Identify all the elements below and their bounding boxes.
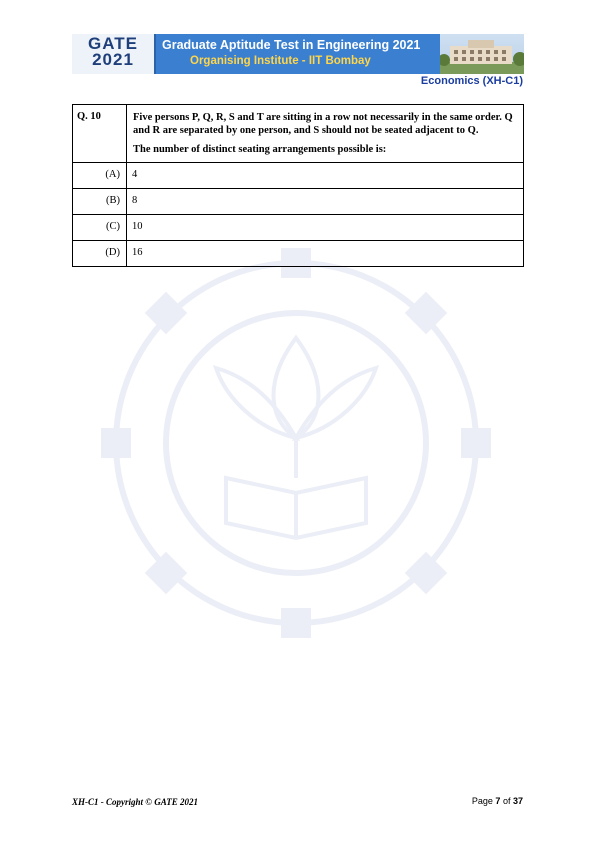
option-row-a [73, 163, 524, 189]
option-label: (B) [73, 189, 127, 215]
footer-page-number [472, 796, 523, 806]
page-total: 37 [512, 796, 523, 806]
option-value: 10 [127, 215, 524, 241]
logo-year-text: 2021 [92, 50, 134, 69]
question-number: Q. 10 [73, 105, 127, 163]
question-body [127, 105, 524, 163]
building-image [440, 34, 524, 74]
option-value: 4 [127, 163, 524, 189]
option-value: 16 [127, 241, 524, 267]
header-banner [72, 34, 524, 74]
option-label: (C) [73, 215, 127, 241]
subject-label: Economics (XH-C1) [420, 75, 523, 87]
option-row-c [73, 215, 524, 241]
question-text: Five persons P, Q, R, S and T are sitting in a row not necessarily in the same order. Q and R are separated by one person, and S should not be seated adjacent to Q. [133, 112, 513, 136]
option-value: 8 [127, 189, 524, 215]
banner-title: Graduate Aptitude Test in Engineering 2021 [162, 38, 421, 52]
option-row-b [73, 189, 524, 215]
footer-copyright: XH-C1 - Copyright © GATE 2021 [72, 797, 198, 807]
page-current: 7 [495, 796, 501, 806]
logo-gate-text: GATE [88, 34, 138, 53]
page-prefix: Page [471, 796, 493, 806]
option-label: (D) [73, 241, 127, 267]
question-table [72, 104, 524, 267]
option-row-d [73, 241, 524, 267]
page-of: of [502, 796, 511, 806]
banner-subtitle: Organising Institute - IIT Bombay [190, 55, 371, 67]
iit-bombay-watermark [66, 228, 526, 668]
option-label: (A) [73, 163, 127, 189]
question-row [73, 105, 524, 163]
question-prompt: The number of distinct seating arrangements possible is: [133, 144, 387, 155]
gate-logo [72, 34, 156, 74]
